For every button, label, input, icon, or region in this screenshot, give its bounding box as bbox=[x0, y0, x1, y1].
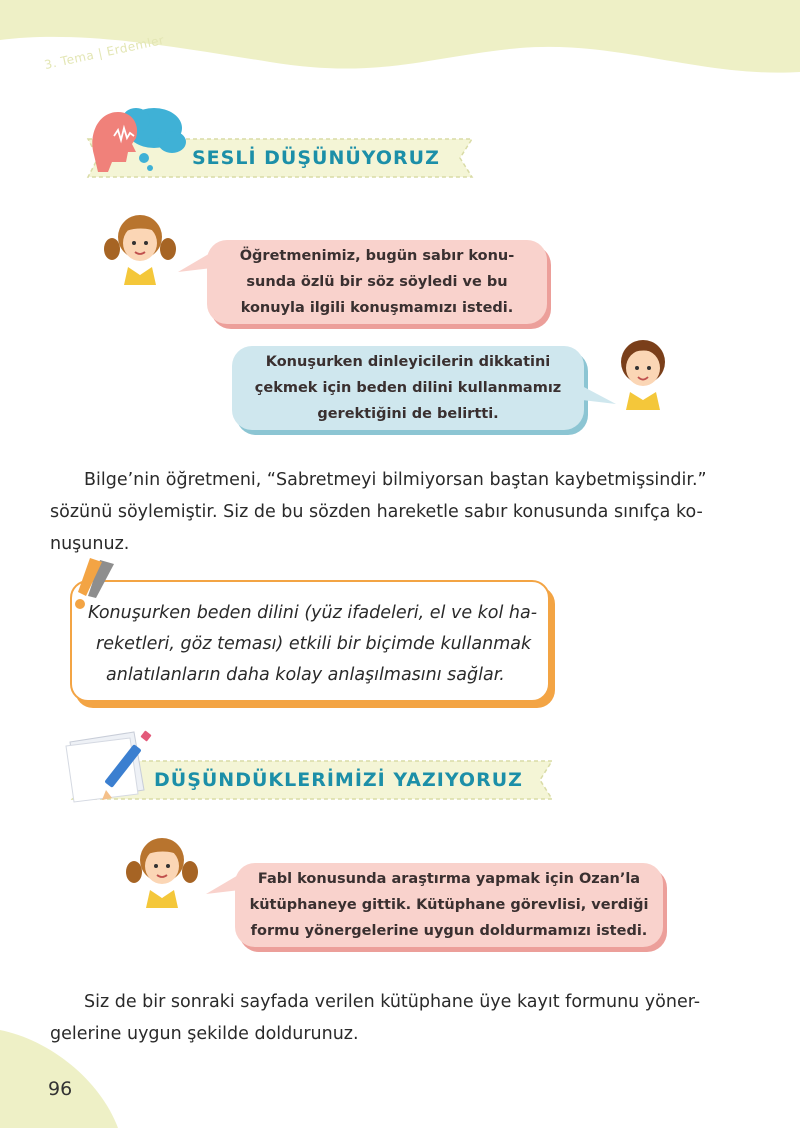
instruction-paragraph bbox=[50, 464, 750, 560]
bubble-line: konuyla ilgili konuşmamızı istedi. bbox=[240, 300, 514, 316]
paragraph-line: Bilge’nin öğretmeni, “Sabretmeyi bilmiyorsan baştan kaybetmişsindir.” bbox=[84, 470, 707, 490]
bubble-line: Öğretmenimiz, bugün sabır konu- bbox=[239, 248, 515, 264]
bubble-line: Fabl konusunda araştırma yapmak için Ozan’la bbox=[257, 871, 641, 887]
section-title: DÜŞÜNDÜKLERİMİZİ YAZIYORUZ bbox=[154, 769, 523, 791]
girl-avatar bbox=[100, 205, 180, 285]
girl-avatar bbox=[122, 828, 202, 908]
note-line: Konuşurken beden dilini (yüz ifadeleri, el ve kol ha- bbox=[88, 603, 538, 623]
section-title: SESLİ DÜŞÜNÜYORUZ bbox=[192, 147, 440, 169]
paper-pencil-icon bbox=[60, 728, 152, 806]
speech-bubble-girl bbox=[235, 863, 663, 947]
speech-bubble-boy bbox=[232, 346, 584, 430]
note-line: anlatılanların daha kolay anlaşılmasını sağlar. bbox=[106, 665, 505, 685]
thinking-heads-icon bbox=[84, 100, 189, 175]
instruction-paragraph bbox=[50, 986, 750, 1050]
paragraph-line: sözünü söylemiştir. Siz de bu sözden hareketle sabır konusunda sınıfça ko- bbox=[50, 502, 703, 522]
bubble-line: Konuşurken dinleyicilerin dikkatini bbox=[265, 354, 551, 370]
page-number: 96 bbox=[48, 1078, 73, 1100]
bubble-line: sunda özlü bir söz söyledi ve bu bbox=[246, 274, 508, 290]
bubble-line: formu yönergelerine uygun doldurmamızı istedi. bbox=[250, 923, 648, 939]
theme-label: 3. Tema | Erdemler bbox=[43, 32, 166, 72]
bubble-line: gerektiğini de belirtti. bbox=[317, 406, 499, 422]
speech-bubble-girl bbox=[207, 240, 547, 324]
bubble-line: çekmek için beden dilini kullanmamız bbox=[254, 380, 562, 396]
info-note-text bbox=[88, 598, 537, 691]
paragraph-line: nuşunuz. bbox=[50, 534, 130, 554]
paragraph-line: gelerine uygun şekilde doldurunuz. bbox=[50, 1024, 359, 1044]
paragraph-line: Siz de bir sonraki sayfada verilen kütüphane üye kayıt formunu yöner- bbox=[84, 992, 701, 1012]
boy-avatar bbox=[608, 330, 678, 410]
bubble-line: kütüphaneye gittik. Kütüphane görevlisi, verdiği bbox=[249, 897, 649, 913]
note-line: reketleri, göz teması) etkili bir biçimde kullanmak bbox=[96, 634, 532, 654]
